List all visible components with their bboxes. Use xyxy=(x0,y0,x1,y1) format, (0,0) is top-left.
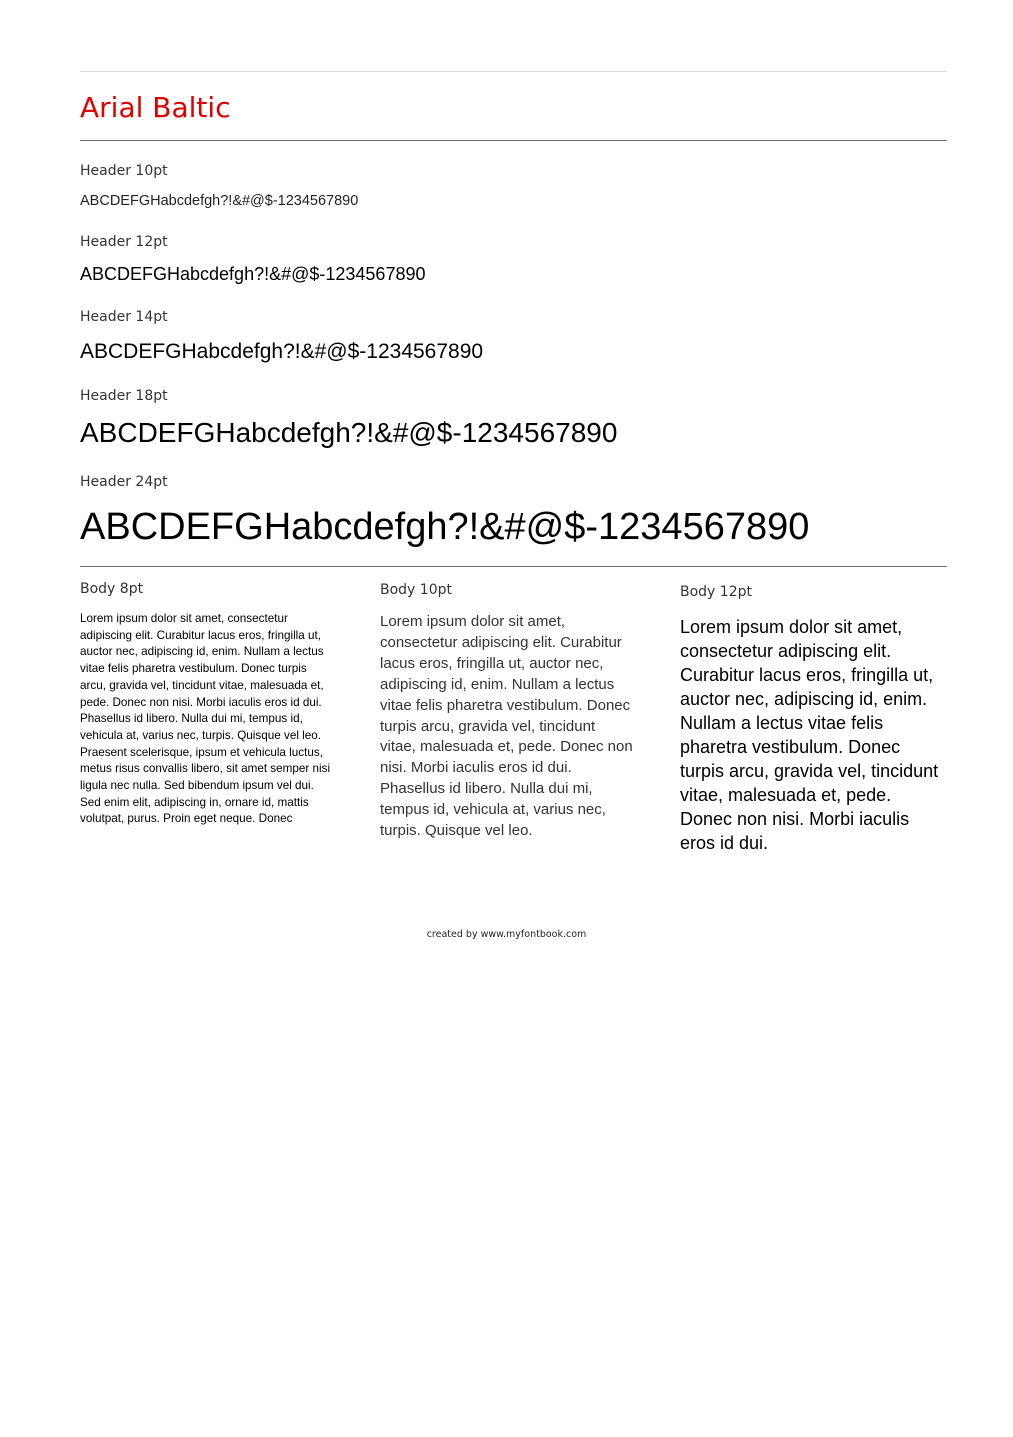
body-12pt-text: Lorem ipsum dolor sit amet, consectetur adipiscing elit. Curabitur lacus eros, fringilla ut, auctor nec, adipiscing id, enim. Nullam a lectus vitae felis pharetra vestibulum. Donec turpis arcu, gravida vel, tincidunt vitae, malesuada et, pede. Donec non nisi. Morbi iaculis eros id dui. xyxy=(680,617,939,853)
header-14pt-sample: ABCDEFGHabcdefgh?!&#@$-1234567890 xyxy=(80,340,484,363)
body-8pt-text: Lorem ipsum dolor sit amet, consectetur adipiscing elit. Curabitur lacus eros, fringilla ut, auctor nec, adipiscing id, enim. Nullam a lectus vitae felis pharetra vestibulum. Donec turpis arcu, gravida vel, tincidunt vitae, malesuada et, pede. Donec non nisi. Morbi iaculis eros id dui. Phasellus id libero. Nulla dui mi, tempus id, vehicula at, varius nec, turpis. Quisque vel leo. Praesent scelerisque, ipsum et vehicula luctus, metus risus convallis libero, sit amet semper nisi ligula nec nulla. Sed bibendum ipsum vel dui. Sed enim elit, adipiscing in, ornare id, mattis volutpat, purus. Proin eget neque. Donec xyxy=(80,612,331,826)
body-8pt-label: Body 8pt xyxy=(80,581,144,597)
title-divider xyxy=(80,140,947,141)
header-10pt-label: Header 10pt xyxy=(80,163,168,179)
header-24pt-label: Header 24pt xyxy=(80,474,168,490)
font-title: Arial Baltic xyxy=(80,91,231,124)
body-10pt-text: Lorem ipsum dolor sit amet, consectetur adipiscing elit. Curabitur lacus eros, fringilla ut, auctor nec, adipiscing id, enim. Nullam a lectus vitae felis pharetra vestibulum. Donec turpis arcu, gravida vel, tincidunt vitae, malesuada et, pede. Donec non nisi. Morbi iaculis eros id dui. Phasellus id libero. Nulla dui mi, tempus id, vehicula at, varius nec, turpis. Quisque vel leo. xyxy=(380,613,633,840)
body-12pt-label: Body 12pt xyxy=(680,584,752,600)
footer-credit: created by www.myfontbook.com xyxy=(426,929,587,940)
header-18pt-sample: ABCDEFGHabcdefgh?!&#@$-1234567890 xyxy=(80,417,618,448)
header-24pt-sample: ABCDEFGHabcdefgh?!&#@$-1234567890 xyxy=(80,506,810,548)
header-14pt-label: Header 14pt xyxy=(80,309,168,325)
top-divider xyxy=(80,71,947,72)
section-divider xyxy=(80,566,947,567)
header-18pt-label: Header 18pt xyxy=(80,388,168,404)
header-12pt-sample: ABCDEFGHabcdefgh?!&#@$-1234567890 xyxy=(80,264,426,284)
header-10pt-sample: ABCDEFGHabcdefgh?!&#@$-1234567890 xyxy=(80,193,359,209)
body-10pt-label: Body 10pt xyxy=(380,582,452,598)
header-12pt-label: Header 12pt xyxy=(80,234,168,250)
